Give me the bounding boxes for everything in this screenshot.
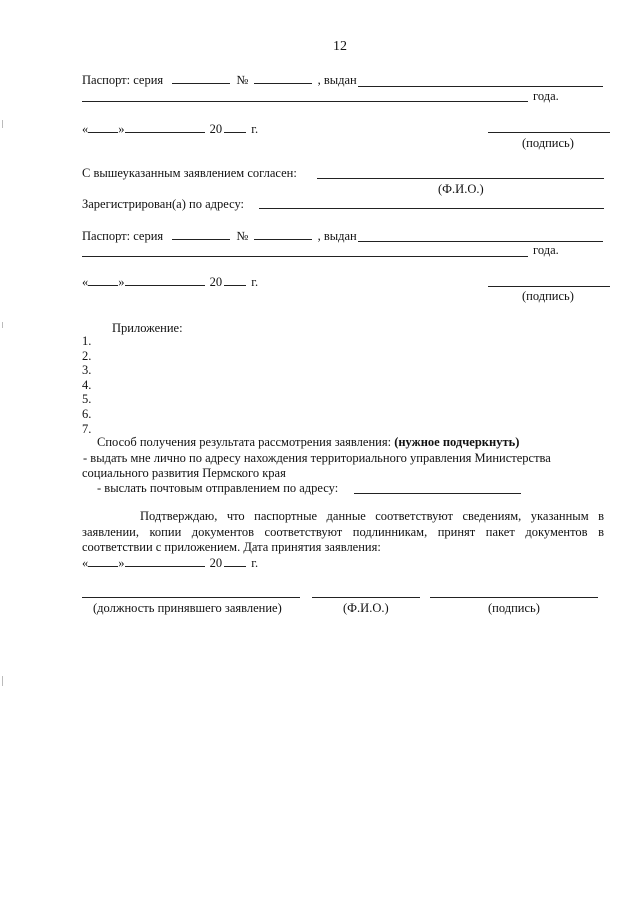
passport-number-field[interactable] xyxy=(254,228,312,240)
option-in-person-line-2: социального развития Пермского края xyxy=(82,466,286,480)
month-field[interactable] xyxy=(125,121,205,133)
year-prefix: 20 xyxy=(209,122,223,136)
signature-line[interactable] xyxy=(488,286,610,287)
fio-line[interactable] xyxy=(312,597,420,598)
signature-line[interactable] xyxy=(430,597,598,598)
option-in-person-line-1: - выдать мне лично по адресу нахождения территориального управления Министерства xyxy=(83,451,551,465)
year-prefix: 20 xyxy=(209,556,223,570)
day-field[interactable] xyxy=(88,555,118,567)
issued-by-field[interactable] xyxy=(358,241,603,242)
day-field[interactable] xyxy=(88,121,118,133)
attachment-item: 4. xyxy=(82,377,92,392)
attachments-list xyxy=(82,334,91,436)
open-quote: « xyxy=(82,556,89,570)
attachment-item: 7. xyxy=(82,421,92,436)
option-by-mail-label: - выслать почтовым отправлением по адресу: xyxy=(97,481,339,495)
year-suffix: г. xyxy=(251,275,259,289)
issued-label: , выдан xyxy=(317,229,357,243)
consent-label: С вышеуказанным заявлением согласен: xyxy=(82,166,297,180)
year-field[interactable] xyxy=(224,555,246,567)
passport-series-label: Паспорт: серия xyxy=(82,73,164,87)
open-quote: « xyxy=(82,275,89,289)
issued-label: , выдан xyxy=(317,73,357,87)
signature-caption: (подпись) xyxy=(522,136,574,150)
consent-fio-field[interactable] xyxy=(317,178,604,179)
close-quote: » xyxy=(118,556,125,570)
issued-by-field-continuation[interactable] xyxy=(82,256,528,257)
scan-mark xyxy=(2,322,3,328)
year-field[interactable] xyxy=(224,121,246,133)
result-method-hint: (нужное подчеркнуть) xyxy=(394,435,520,449)
year-suffix: г. xyxy=(251,122,259,136)
date-row xyxy=(82,121,258,137)
year-prefix: 20 xyxy=(209,275,223,289)
passport-series-field[interactable] xyxy=(172,72,230,84)
signature-caption: (подпись) xyxy=(488,601,540,615)
year-label: года. xyxy=(533,89,559,103)
close-quote: » xyxy=(118,275,125,289)
year-suffix: г. xyxy=(251,556,259,570)
number-sign: № xyxy=(236,73,249,87)
position-caption: (должность принявшего заявление) xyxy=(93,601,282,615)
result-method-label xyxy=(97,435,519,450)
option-by-mail[interactable] xyxy=(97,481,338,496)
year-label: года. xyxy=(533,243,559,257)
year-field[interactable] xyxy=(224,274,246,286)
passport-number-field[interactable] xyxy=(254,72,312,84)
page-number: 12 xyxy=(333,39,347,54)
passport-series-field[interactable] xyxy=(172,228,230,240)
passport-row xyxy=(82,72,357,88)
day-field[interactable] xyxy=(88,274,118,286)
confirmation-text: Подтверждаю, что паспортные данные соответствуют сведениям, указанным в заявлении, копии документов соответствуют подлинникам, принят пакет документов в соответствии с приложением. Дата принятия заявления: xyxy=(82,509,604,554)
signature-caption: (подпись) xyxy=(522,289,574,303)
attachment-item: 2. xyxy=(82,348,92,363)
result-method-text: Способ получения результата рассмотрения заявления: xyxy=(97,435,395,449)
month-field[interactable] xyxy=(125,555,205,567)
month-field[interactable] xyxy=(125,274,205,286)
open-quote: « xyxy=(82,122,89,136)
signature-line[interactable] xyxy=(488,132,610,133)
fio-caption: (Ф.И.О.) xyxy=(438,182,484,196)
fio-caption: (Ф.И.О.) xyxy=(343,601,389,615)
mail-address-field[interactable] xyxy=(354,493,521,494)
close-quote: » xyxy=(118,122,125,136)
date-row-2 xyxy=(82,274,258,290)
issued-by-field-continuation[interactable] xyxy=(82,101,528,102)
attachments-title: Приложение: xyxy=(112,321,183,335)
address-field[interactable] xyxy=(259,208,604,209)
scan-mark xyxy=(2,676,3,686)
attachment-item: 3. xyxy=(82,363,92,378)
passport-row-2 xyxy=(82,228,357,244)
attachment-item: 1. xyxy=(82,334,92,348)
position-line[interactable] xyxy=(82,597,300,598)
scan-mark xyxy=(2,120,3,128)
acceptance-date-row xyxy=(82,555,258,571)
issued-by-field[interactable] xyxy=(358,86,603,87)
passport-series-label: Паспорт: серия xyxy=(82,229,164,243)
option-in-person[interactable] xyxy=(82,451,604,466)
registered-label: Зарегистрирован(а) по адресу: xyxy=(82,197,245,211)
attachment-item: 6. xyxy=(82,406,92,421)
attachment-item: 5. xyxy=(82,392,92,407)
number-sign: № xyxy=(236,229,249,243)
